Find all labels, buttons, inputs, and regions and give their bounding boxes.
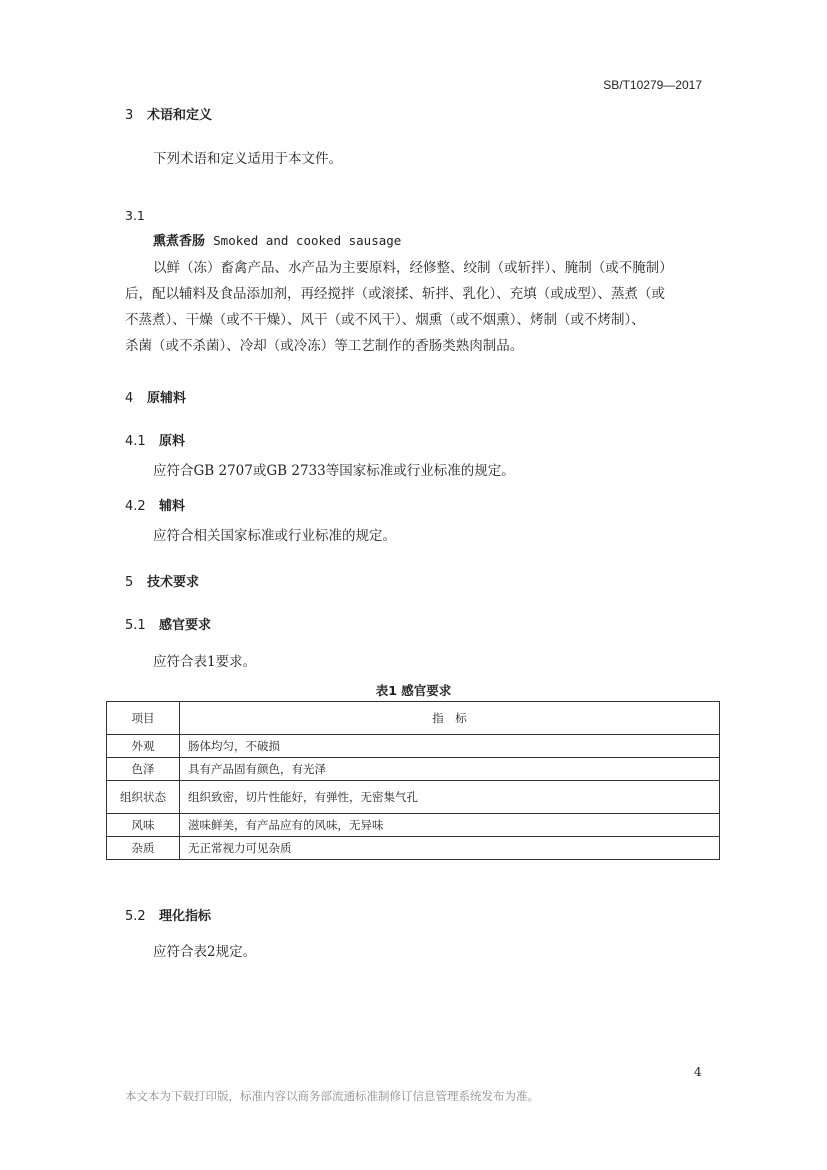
table-1-caption: 表1 感官要求 [375,683,452,698]
clause-5-2-text: 应符合表2规定。 [153,944,257,960]
term-chinese: 熏煮香肠 [153,234,206,249]
clause-3-1-number: 3.1 [125,208,145,223]
term-definition-line: 以鲜（冻）畜禽产品、水产品为主要原料，经修整、绞制（或斩拌）、腌制（或不腌制） [153,260,673,276]
clause-5-2-heading [125,905,211,924]
table-row [107,814,720,837]
sensory-requirements-table [106,701,720,860]
row-item: 组织状态 [107,781,180,814]
row-item: 杂质 [107,837,180,860]
row-item: 外观 [107,735,180,758]
term-definition-line: 不蒸煮）、干燥（或不干燥）、风干（或不风干）、烟熏（或不烟熏）、烤制（或不烤制）、 [125,312,645,328]
section-number: 5 [125,575,134,590]
clause-number: 4.1 [125,434,146,449]
row-item: 色泽 [107,758,180,781]
clause-4-2-text: 应符合相关国家标准或行业标准的规定。 [153,528,396,544]
clause-title: 理化指标 [159,909,212,924]
clause-5-1-text: 应符合表1要求。 [153,654,257,670]
table-row [107,735,720,758]
table-row [107,781,720,814]
table-header-row [107,702,720,735]
term-definition-line: 杀菌（或不杀菌）、冷却（或冷冻）等工艺制作的香肠类熟肉制品。 [125,338,524,354]
row-indicator: 具有产品固有颜色，有光泽 [180,758,720,781]
header-item: 项目 [107,702,180,735]
clause-5-1-heading [125,614,211,633]
page-number: 4 [694,1065,702,1079]
section-3-intro: 下列术语和定义适用于本文件。 [153,151,342,167]
term-english: Smoked and cooked sausage [213,233,402,248]
section-3-heading [125,104,212,123]
section-4-heading [125,387,186,406]
term-definition-line: 后，配以辅料及食品添加剂，再经搅拌（或滚揉、斩拌、乳化）、充填（或成型）、蒸煮（或 [125,286,665,302]
clause-4-1-text: 应符合GB 2707或GB 2733等国家标准或行业标准的规定。 [153,463,515,479]
footer-notice: 本文本为下载打印版，标准内容以商务部流通标准制修订信息管理系统发布为准。 [125,1089,539,1103]
term-entry [153,230,401,249]
section-number: 3 [125,108,134,123]
row-indicator: 滋味鲜美，有产品应有的风味，无异味 [180,814,720,837]
header-indicator: 指 标 [180,702,720,735]
section-number: 4 [125,391,134,406]
clause-title: 辅料 [159,499,186,514]
clause-4-1-heading [125,430,185,449]
clause-number: 5.1 [125,618,146,633]
row-item: 风味 [107,814,180,837]
clause-number: 4.2 [125,499,146,514]
row-indicator: 无正常视力可见杂质 [180,837,720,860]
clause-title: 感官要求 [159,618,212,633]
section-title: 术语和定义 [147,108,213,123]
clause-4-2-heading [125,495,185,514]
row-indicator: 肠体均匀，不破损 [180,735,720,758]
clause-title: 原料 [159,434,186,449]
clause-number: 5.2 [125,909,146,924]
section-title: 技术要求 [147,575,200,590]
table-row [107,758,720,781]
row-indicator: 组织致密，切片性能好，有弹性，无密集气孔 [180,781,720,814]
table-row [107,837,720,860]
section-title: 原辅料 [147,391,187,406]
section-5-heading [125,571,199,590]
document-code: SB/T10279—2017 [603,78,702,92]
